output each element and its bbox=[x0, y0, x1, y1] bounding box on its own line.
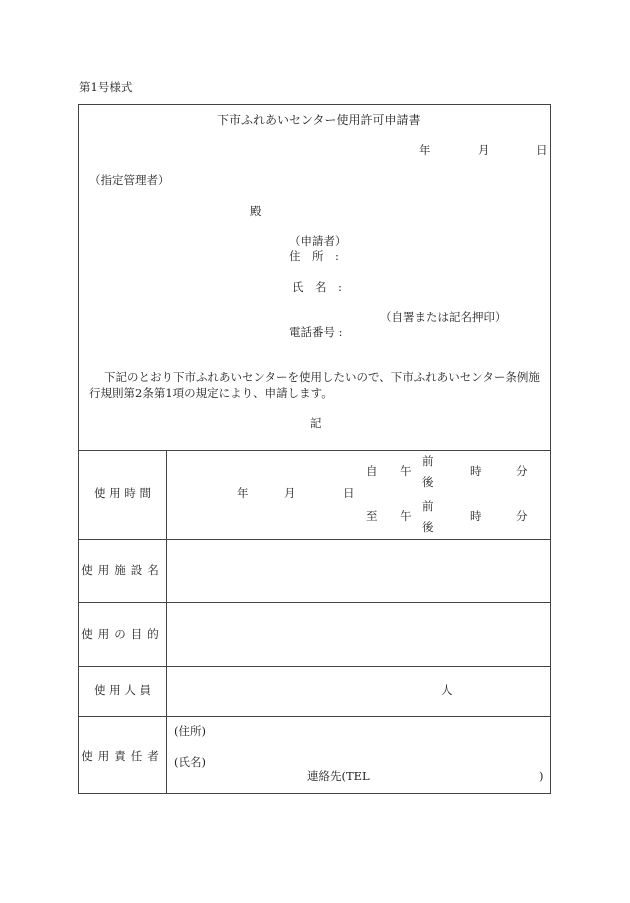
phone-label: 電話番号 : bbox=[289, 325, 343, 339]
to-pm: 後 bbox=[422, 520, 434, 534]
to-mark: 至 bbox=[366, 509, 378, 523]
from-am: 前 bbox=[422, 454, 434, 468]
usage-month: 月 bbox=[284, 486, 296, 500]
row-divider bbox=[79, 539, 550, 540]
manager-label: （指定管理者） bbox=[89, 173, 170, 187]
address-label: 住 所 : bbox=[289, 249, 339, 263]
facility-label: 使用施設名 bbox=[81, 563, 164, 577]
seal-note: （自署または記名押印） bbox=[380, 310, 507, 324]
from-minute: 分 bbox=[516, 464, 528, 478]
form-number: 第1号様式 bbox=[79, 80, 133, 94]
to-minute: 分 bbox=[516, 509, 528, 523]
row-divider bbox=[79, 716, 550, 717]
responsible-contact: 連絡先(TEL bbox=[307, 769, 370, 783]
usage-time-label: 使 用 時 間 bbox=[94, 486, 151, 500]
ki-mark: 記 bbox=[310, 416, 322, 430]
date-month: 月 bbox=[478, 143, 490, 157]
contact-close-paren: ) bbox=[539, 769, 544, 783]
from-pm: 後 bbox=[422, 475, 434, 489]
persons-label: 使 用 人 員 bbox=[94, 683, 151, 697]
to-noon: 午 bbox=[400, 509, 412, 523]
honorific: 殿 bbox=[250, 204, 262, 218]
to-am: 前 bbox=[422, 499, 434, 513]
persons-unit: 人 bbox=[441, 683, 453, 697]
purpose-label: 使用の目的 bbox=[81, 627, 164, 641]
to-hour: 時 bbox=[470, 509, 482, 523]
responsible-label: 使用責任者 bbox=[81, 749, 164, 763]
from-mark: 自 bbox=[366, 464, 378, 478]
applicant-heading: （申請者） bbox=[289, 234, 347, 248]
body-text-line1: 下記のとおり下市ふれあいセンターを使用したいので、下市ふれあいセンター条例施 bbox=[104, 370, 540, 384]
row-divider bbox=[79, 602, 550, 603]
usage-year: 年 bbox=[237, 486, 249, 500]
application-form bbox=[78, 104, 551, 794]
date-year: 年 bbox=[419, 143, 431, 157]
body-text-line2: 行規則第2条第1項の規定により、申請します。 bbox=[89, 386, 333, 400]
responsible-name: (氏名) bbox=[174, 755, 206, 769]
responsible-address: (住所) bbox=[174, 724, 206, 738]
date-day: 日 bbox=[536, 143, 548, 157]
table-top-line bbox=[79, 450, 550, 451]
row-divider bbox=[79, 666, 550, 667]
usage-day: 日 bbox=[343, 486, 355, 500]
form-title: 下市ふれあいセンター使用許可申請書 bbox=[217, 113, 421, 127]
from-hour: 時 bbox=[470, 464, 482, 478]
name-label: 氏 名 : bbox=[292, 280, 342, 294]
label-column-divider bbox=[166, 450, 167, 793]
from-noon: 午 bbox=[400, 464, 412, 478]
